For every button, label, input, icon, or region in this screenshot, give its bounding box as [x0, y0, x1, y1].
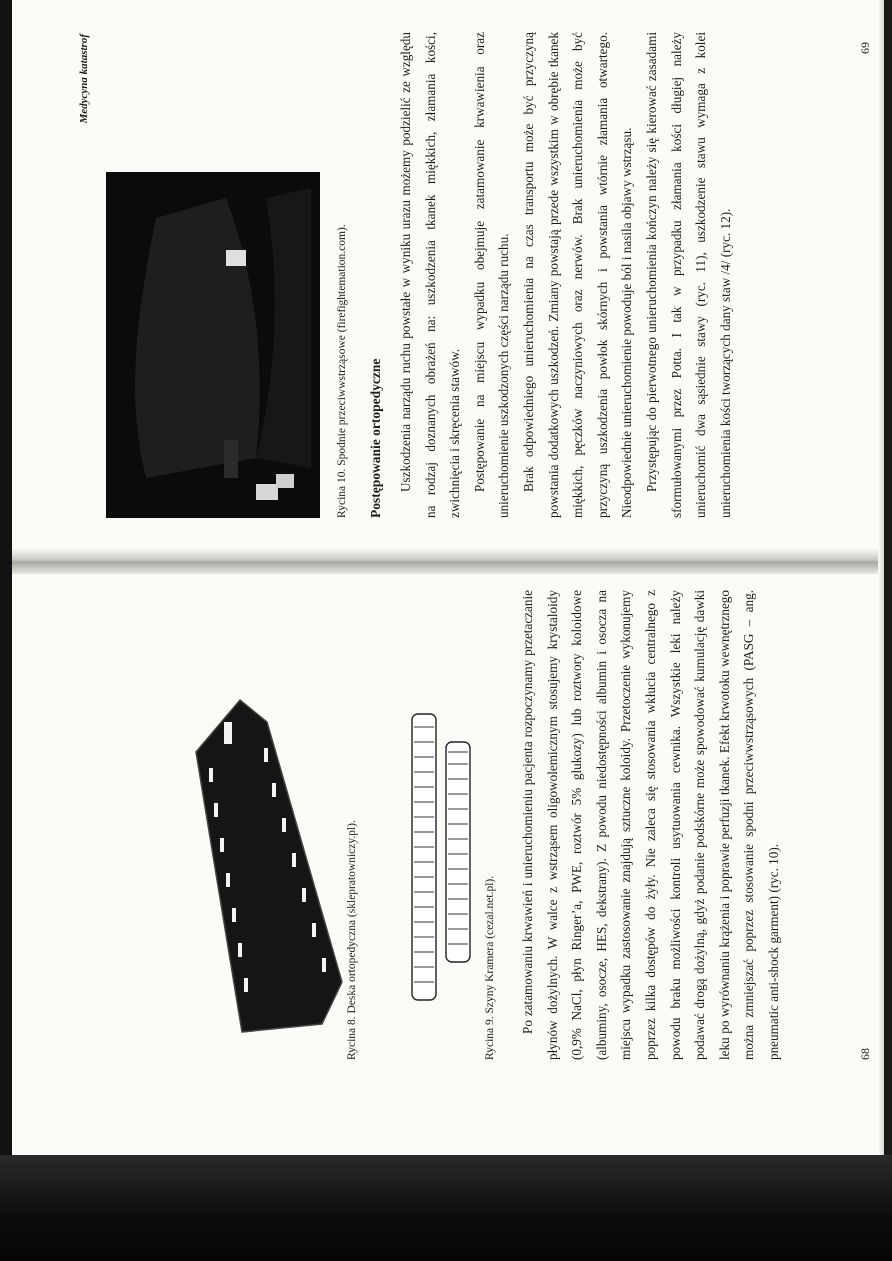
left-paragraph: Po zatamowaniu krwawień i unieruchomieniu pacjenta rozpoczynamy przetaczanie płynów dożylnych. W walce z wstrząsem oligowolemicznym stosujemy krystaloidy (0,9% NaCl, płyn Ringer’a, PWE, roztwór 5% glukozy) lub roztwory koloidowe (albuminy, osocze, HES, dekstrany). Z powodu niedostępności albumin i osocza na miejscu wypadku zastosowanie znajdują sztuczne koloidy. Przetoczenie wykonujemy poprzez kilka dostępów do żyły. Nie zaleca się stosowania wkłucia centralnego z powodu braku możliwości kontroli usytuowania cewnika. Wszystkie leki należy podawać drogą dożylną, gdyż podanie podskórne może spowodować kumulację dawki leku po wyrównaniu krążenia i poprawie perfuzji tkanek. Efekt krwotoku wewnętrznego można zmniejszać poprzez stosowanie spodni przeciwwstrząsowych (PASG – ang. pneumatic anti-shock garment) (ryc. 10). [520, 590, 781, 1060]
page-number-69: 69 [858, 42, 872, 54]
scan-shadow-left [0, 0, 12, 1261]
left-body-text [516, 590, 787, 1060]
right-paragraph-1: Uszkodzenia narządu ruchu powstałe w wyniku urazu możemy podzielić ze względu na rodzaj doznanych obrażeń na: uszkodzenia tkanek miękkich, złamania kości, zwichnięcia i skręcenia stawów. [398, 32, 463, 518]
running-head: Medycyna katastrof [78, 34, 90, 124]
right-body-text [394, 32, 738, 518]
scan-shadow-bottom [0, 1155, 892, 1261]
trousers-image [106, 172, 320, 518]
right-paragraph-4: Przystępując do pierwotnego unieruchomienia kończyn należy się kierować zasadami sformułowanymi przez Potta. I tak w przypadku złamania kości długiej należy unieruchomić dwa sąsiednie stawy (ryc. 11), uszkodzenie stawu wymaga z kolei unieruchomienia kości tworzących dany staw /4/ (ryc. 12). [643, 32, 733, 518]
figure-10-caption: Rycina 10. Spodnie przeciwwstrząsowe (firefightemation.com). [336, 224, 348, 518]
page-number-68: 68 [858, 1048, 872, 1060]
anti-shock-trousers-photo [106, 172, 320, 518]
figure-9-caption: Rycina 9. Szyny Kramera (cezal.net.pl). [484, 875, 496, 1060]
figure-8-caption: Rycina 8. Deska ortopedyczna (sklepratowniczy.pl). [346, 820, 358, 1060]
book-spread [12, 0, 884, 1162]
kramer-splints-illustration [406, 712, 476, 1002]
page-69 [72, 20, 884, 554]
right-paragraph-2: Postępowanie na miejscu wypadku obejmuje zatamowanie krwawienia oraz unieruchomienie uszkodzonych części narządu ruchu. [471, 32, 512, 518]
section-heading: Postępowanie ortopedyczne [368, 358, 383, 518]
splint-icon [406, 712, 476, 1002]
page-68 [72, 582, 884, 1102]
right-paragraph-3: Brak odpowiedniego unieruchomienia na czas transportu może być przyczyną powstania dodatkowych uszkodzeń. Zmiany powstają przede wszystkim w obrębie tkanek miękkich, pęczków naczyniowych oraz nerwów. Brak unieruchomienia może być przyczyną uszkodzenia powłok skórnych i powstania wtórnie złamania otwartego. Nieodpowiednie unieruchomienie powoduje ból i nasila objawy wstrząsu. [520, 32, 635, 518]
rotated-spread [72, 20, 884, 1102]
